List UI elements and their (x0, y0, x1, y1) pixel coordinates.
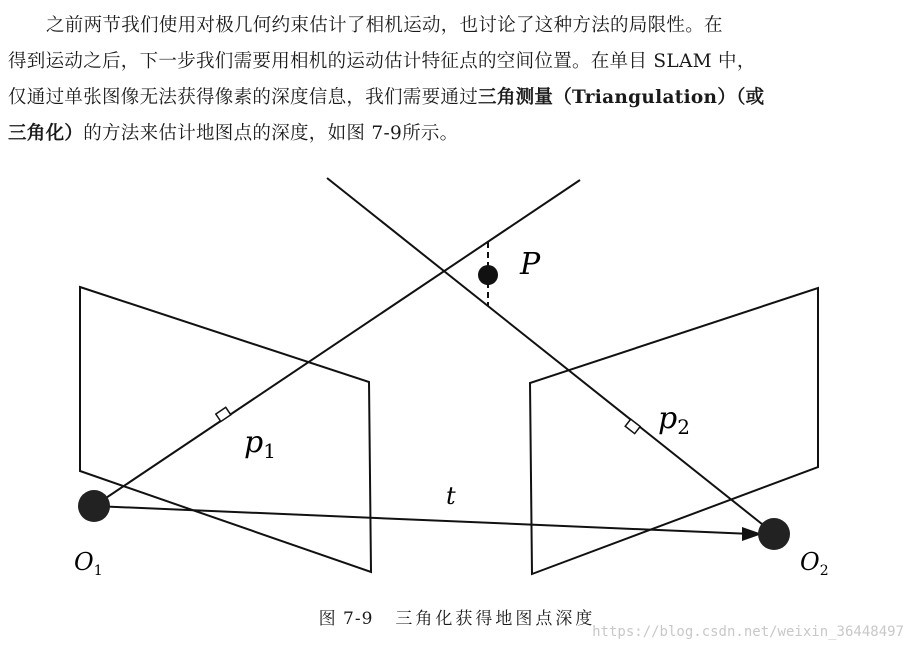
point-p-dot (478, 265, 498, 285)
baseline-arrow (94, 506, 752, 534)
label-p2 (658, 401, 690, 439)
camera-center-o2 (758, 518, 790, 550)
pixel-marker-p1 (216, 407, 231, 421)
term-triangulation-alt: 三角化） (8, 123, 84, 144)
figure-caption-text: 三角化获得地图点深度 (395, 609, 596, 629)
term-triangulation: 三角测量（Triangulation）（或 (478, 87, 765, 108)
label-o1-base: O (74, 548, 94, 576)
label-p1-base: p (244, 425, 264, 460)
pixel-marker-p2 (625, 419, 640, 433)
label-o2 (800, 548, 829, 579)
paragraph-line-2: 得到运动之后，下一步我们需要用相机的运动估计特征点的空间位置。在单目 SLAM 中， (8, 51, 756, 72)
label-p2-subscript: 2 (677, 415, 690, 439)
label-baseline-t: t (446, 482, 456, 510)
paragraph-line-3-text: 仅通过单张图像无法获得像素的深度信息，我们需要通过 (8, 87, 479, 108)
ray-from-o1 (94, 180, 580, 506)
left-image-plane (80, 287, 371, 572)
triangulation-diagram (0, 170, 914, 600)
paragraph-line-3 (8, 80, 906, 116)
label-o2-base: O (800, 548, 820, 576)
paragraph-line-1: 之前两节我们使用对极几何约束估计了相机运动，也讨论了这种方法的局限性。在 (46, 15, 723, 36)
label-o2-subscript: 2 (819, 563, 829, 579)
ray-from-o2 (327, 178, 772, 532)
label-o1 (74, 548, 103, 579)
watermark-url: https://blog.csdn.net/weixin_36448497 (592, 624, 904, 640)
label-p1 (244, 425, 276, 463)
triangulation-figure (0, 170, 914, 600)
figure-number: 图 7-9 (318, 609, 374, 629)
paragraph-line-4 (8, 116, 906, 152)
paragraph-line-4-text: 的方法来估计地图点的深度，如图 7-9所示。 (83, 123, 459, 144)
label-p2-base: p (658, 401, 678, 436)
label-p1-subscript: 1 (263, 439, 276, 463)
body-paragraph (8, 8, 906, 152)
label-point-p: P (520, 247, 541, 282)
camera-center-o1 (78, 490, 110, 522)
label-o1-subscript: 1 (93, 563, 103, 579)
